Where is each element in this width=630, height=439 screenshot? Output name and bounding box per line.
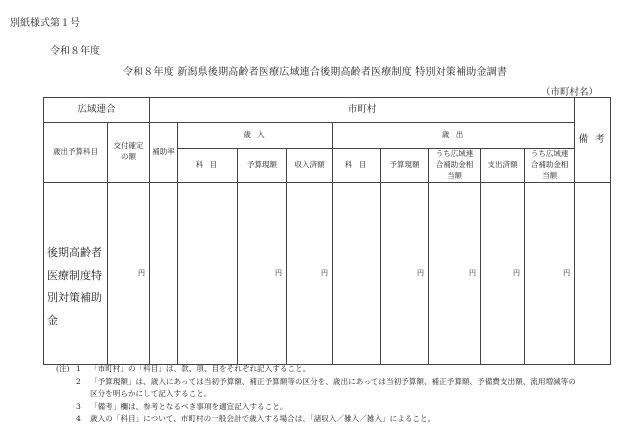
col-subsidy-rate: 補助率 [150, 123, 178, 183]
expenditure-budget-cell: 円 [381, 182, 429, 364]
col-expenditure: 歳 出 [333, 123, 575, 149]
col-budget-subject: 歳出予算科目 [44, 123, 108, 183]
note-line: 3 「備考」欄は、参考となるべき事項を適宜記入すること。 [76, 401, 288, 411]
subsidy-rate-cell [150, 182, 178, 364]
received-cell: 円 [287, 182, 333, 364]
sub-kouiki-paid: うち広域連合補助金相当額 [525, 149, 575, 183]
sub-item-revenue: 科 目 [178, 149, 238, 183]
notes [56, 363, 576, 426]
group-header-shichoson: 市町村 [150, 98, 575, 123]
expenditure-item-cell [333, 182, 381, 364]
item-name-cell [44, 182, 108, 364]
note-line: 区分を明らかにして記入すること。 [90, 389, 212, 399]
sub-kouiki-budget: うち広域連合補助金相当額 [429, 149, 481, 183]
sub-paid: 支出済額 [481, 149, 525, 183]
group-header-kouiki: 広域連合 [44, 98, 150, 123]
kouiki-budget-cell: 円 [429, 182, 481, 364]
fiscal-year: 令和８年度 [50, 46, 100, 57]
remarks-cell [575, 182, 611, 364]
revenue-budget-cell: 円 [238, 182, 287, 364]
sub-received: 収入済額 [287, 149, 333, 183]
subsidy-table [43, 97, 611, 365]
sub-budget-expenditure: 予算現額 [381, 149, 429, 183]
note-line: (注) 1 「市町村」の「科目」は、款、項、目をそれぞれ記入すること。 [56, 363, 576, 376]
col-revenue: 歳 入 [178, 123, 333, 149]
note-line: 4 歳入の「科目」について、市町村の一般会計で歳入する場合は、「諸収入／雑入／雑入」によること。 [76, 414, 436, 424]
municipality-name-label: （市町村名） [540, 87, 598, 98]
col-remarks: 備 考 [575, 98, 611, 183]
notes-label: (注) [56, 364, 70, 373]
sub-item-expenditure: 科 目 [333, 149, 381, 183]
note-line: 2 「予算現額」は、歳入にあっては当初予算額、補正予算額等の区分を、歳出にあっては当初予算額、補正予算額、予備費支出額、流用増減等の [76, 376, 576, 386]
revenue-item-cell [178, 182, 238, 364]
form-number: 別紙様式第１号 [10, 18, 80, 29]
document-title: 令和８年度 新潟県後期高齢者医療広域連合後期高齢者医療制度 特別対策補助金調書 [122, 67, 508, 78]
col-grant-decision: 交付確定の額 [108, 123, 150, 183]
sub-budget-revenue: 予算現額 [238, 149, 287, 183]
kouiki-paid-cell: 円 [525, 182, 575, 364]
grant-amount-cell: 円 [108, 182, 150, 364]
paid-cell: 円 [481, 182, 525, 364]
item-name: 後期高齢者医療制度特別対策補助金 [47, 246, 102, 327]
